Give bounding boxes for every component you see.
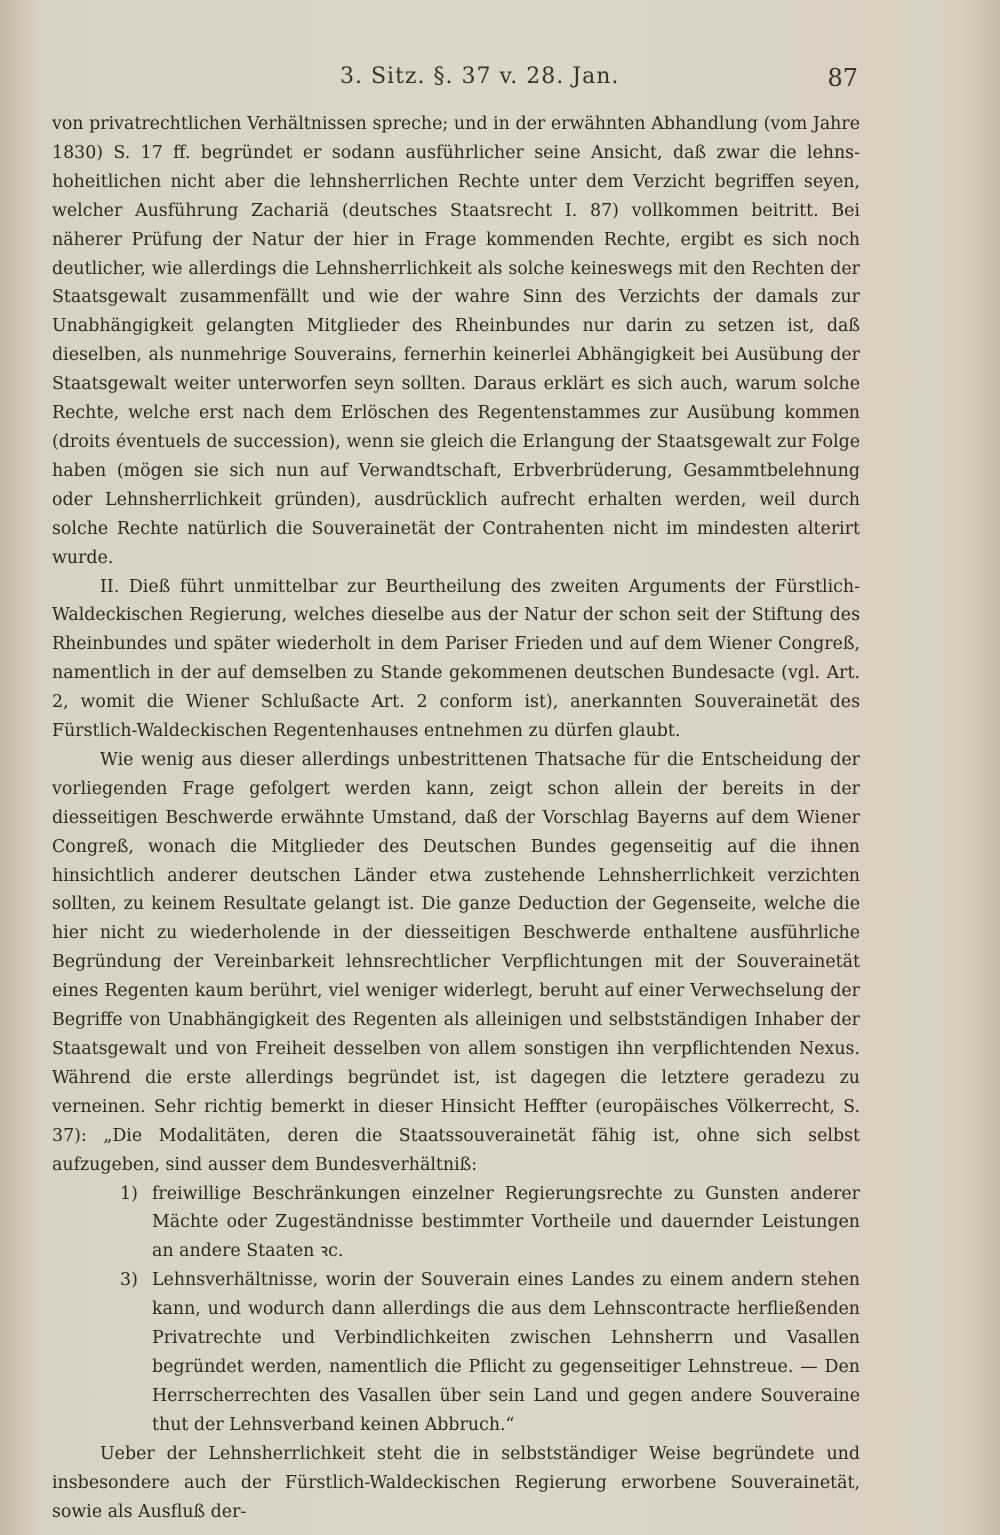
list-item-number: 3) xyxy=(120,1270,138,1291)
paragraph-1: von privatrechtlichen Verhältnissen spreche; und in der erwähnten Abhandlung (vom Jahre 1830) S. 17 ff. begründet er sodann ausführlicher seine Ansicht, daß zwar die lehns-hoheitlichen nicht aber die lehnsherrlichen Rechte unter dem Verzicht begriffen seyen, welcher Ausführung Zachariä (deutsches Staatsrecht I. 87) vollkommen beitritt. Bei näherer Prüfung der Natur der hier in Frage kommenden Rechte, ergibt es sich noch deutlicher, wie allerdings die Lehnsherrlichkeit als solche keineswegs mit den Rechten der Staatsgewalt zusammenfällt und wie der wahre Sinn des Verzichts der damals zur Unabhängigkeit gelangten Mitglieder des Rheinbundes nur darin zu setzen ist, daß dieselben, als nunmehrige Souverains, fernerhin keinerlei Abhängigkeit bei Ausübung der Staatsgewalt weiter unterworfen seyn sollten. Daraus erklärt es sich auch, warum solche Rechte, welche erst nach dem Erlöschen des Regentenstammes zur Ausübung kommen (droits éventuels de succession), wenn sie gleich die Erlangung der Staatsgewalt zur Folge haben (mögen sie sich nun auf Verwandtschaft, Erbverbrüderung, Gesammtbelehnung oder Lehnsherrlichkeit gründen), ausdrücklich aufrecht erhalten werden, weil durch solche Rechte natürlich die Souverainetät der Contrahenten nicht im mindesten alterirt wurde. xyxy=(52,114,860,568)
list-item-text: Lehnsverhältnisse, worin der Souverain eines Landes zu einem andern stehen kann, und wodurch dann allerdings die aus dem Lehnscontracte herfließenden Privatrechte und Verbindlichkeiten zwischen Lehnsherrn und Vasallen begründet werden, namentlich die Pflicht zu gegenseitiger Lehnstreue. — Den Herrscherrechten des Vasallen über sein Land und gegen andere Souveraine thut der Lehnsverband keinen Abbruch.“ xyxy=(152,1270,860,1435)
body-text xyxy=(52,110,860,1526)
list-item-text: freiwillige Beschränkungen einzelner Regierungsrechte zu Gunsten anderer Mächte oder Zugeständnisse bestimmter Vortheile und dauernder Leistungen an andere Staaten ꝛc. xyxy=(152,1183,860,1262)
running-head: 3. Sitz. §. 37 v. 28. Jan. xyxy=(340,64,620,89)
paragraph-2: II. Dieß führt unmittelbar zur Beurtheilung des zweiten Arguments der Fürstlich-Waldeckischen Regierung, welches dieselbe aus der Natur der schon seit der Stiftung des Rheinbundes und später wiederholt in dem Pariser Frieden und auf dem Wiener Congreß, namentlich in der auf demselben zu Stande gekommenen deutschen Bundesacte (vgl. Art. 2, womit die Wiener Schlußacte Art. 2 conform ist), anerkannten Souverainetät des Fürstlich-Waldeckischen Regentenhauses entnehmen zu dürfen glaubt. xyxy=(52,576,860,742)
list-item xyxy=(52,1180,860,1267)
list-item xyxy=(52,1266,860,1439)
page-header xyxy=(0,64,1000,98)
paragraph-closing: Ueber der Lehnsherrlichkeit steht die in selbstständiger Weise begründete und insbesondere auch der Fürstlich-Waldeckischen Regierung erworbene Souverainetät, sowie als Ausfluß der- xyxy=(52,1443,860,1522)
list-item-number: 1) xyxy=(120,1183,138,1204)
paragraph-3: Wie wenig aus dieser allerdings unbestrittenen Thatsache für die Entscheidung der vorliegenden Frage gefolgert werden kann, zeigt schon allein der bereits in der diesseitigen Beschwerde erwähnte Umstand, daß der Vorschlag Bayerns auf dem Wiener Congreß, wonach die Mitglieder des Deutschen Bundes gegenseitig auf die ihnen hinsichtlich anderer deutschen Länder etwa zustehende Lehnsherrlichkeit verzichten sollten, zu keinem Resultate gelangt ist. Die ganze Deduction der Gegenseite, welche die hier nicht zu wiederholende in der diesseitigen Beschwerde enthaltene ausführliche Begründung der Vereinbarkeit lehnsrechtlicher Verpflichtungen mit der Souverainetät eines Regenten kaum berührt, viel weniger widerlegt, beruht auf einer Verwechselung der Begriffe von Unabhängigkeit des Regenten als alleinigen und selbstständigen Inhaber der Staatsgewalt und von Freiheit desselben von allem sonstigen ihn verpflichtenden Nexus. Während die erste allerdings begründet ist, ist dagegen die letztere geradezu zu verneinen. Sehr richtig bemerkt in dieser Hinsicht Heffter (europäisches Völkerrecht, S. 37): „Die Modalitäten, deren die Staatssouverainetät fähig ist, ohne sich selbst aufzugeben, sind ausser dem Bundesverhältniß: xyxy=(52,749,860,1175)
page-number: 87 xyxy=(827,64,858,92)
